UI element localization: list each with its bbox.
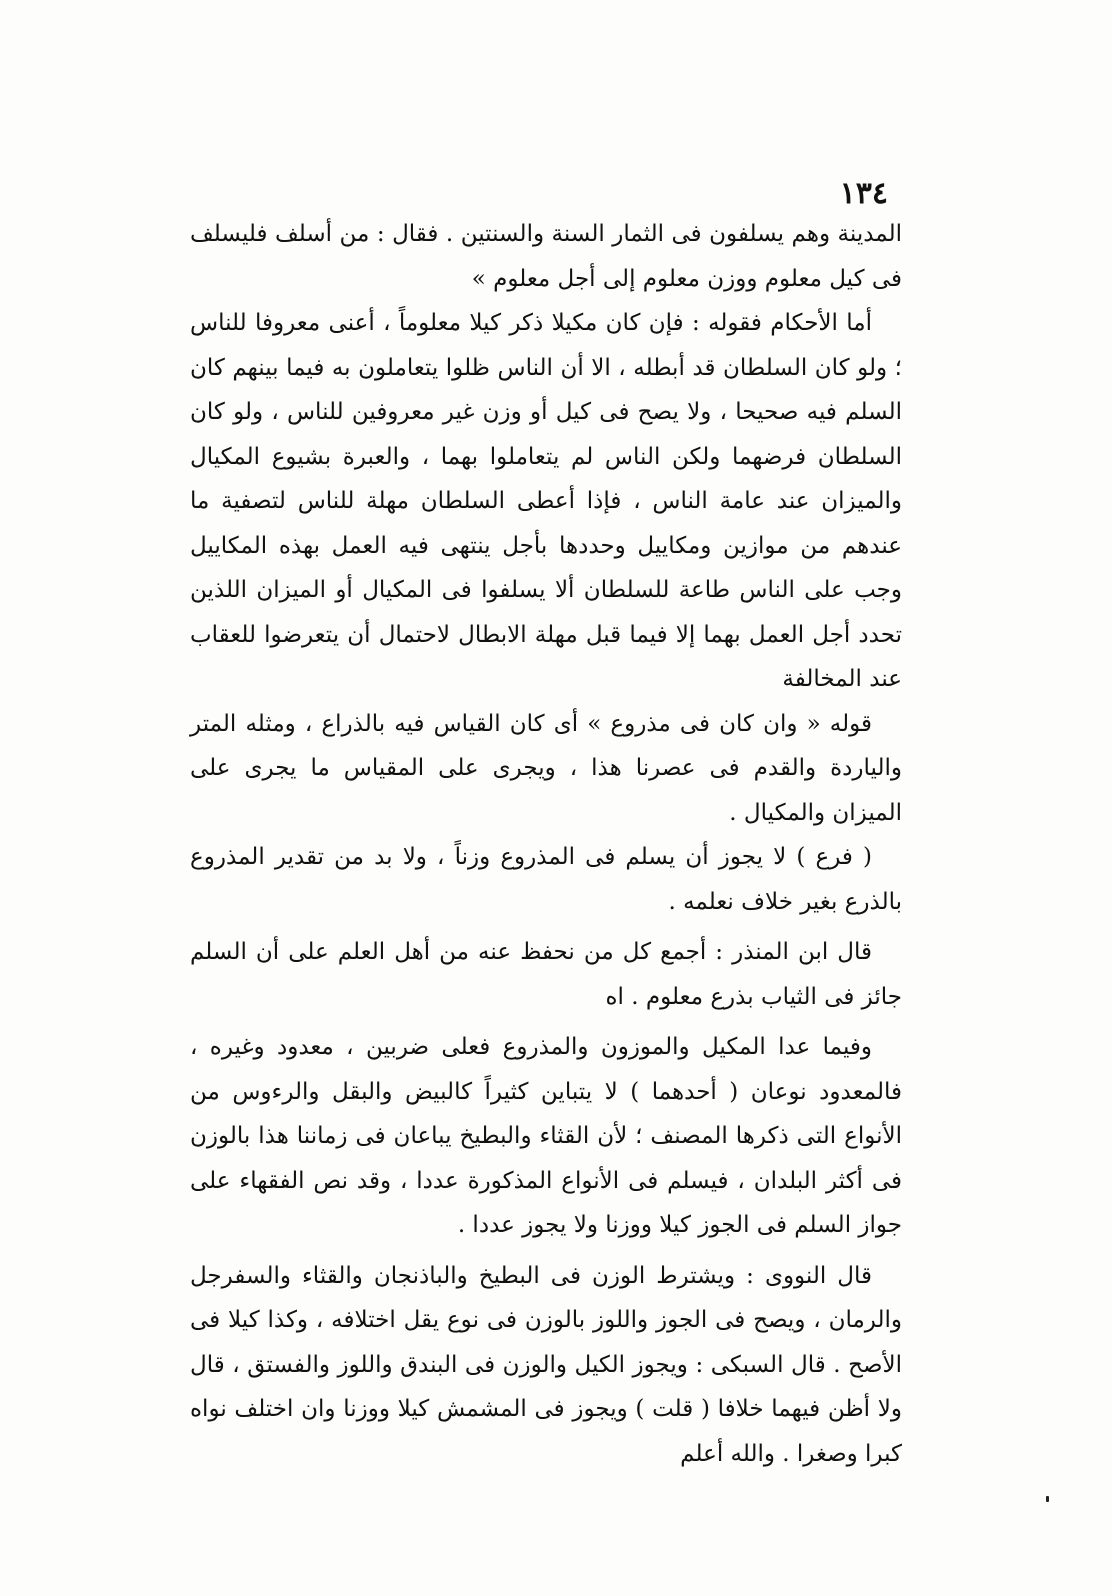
body-text [190, 212, 902, 1476]
paragraph-5: قال ابن المنذر : أجمع كل من نحفظ عنه من أهل العلم على أن السلم جائز فى الثياب بذرع معلوم . اه [190, 939, 902, 1010]
ink-speck [1046, 1496, 1049, 1502]
paragraph-3: قوله « وان كان فى مذروع » أى كان القياس فيه بالذراع ، ومثله المتر والياردة والقدم فى عصرنا هذا ، ويجرى على المقياس ما يجرى على الميزان والمكيال . [190, 710, 902, 826]
paragraph-4: ( فرع ) لا يجوز أن يسلم فى المذروع وزناً ، ولا بد من تقدير المذروع بالذرع بغير خلاف نعلمه . [190, 844, 902, 915]
paragraph-2: أما الأحكام فقوله : فإن كان مكيلا ذكر كيلا معلوماً ، أعنى معروفا للناس ؛ ولو كان السلطان قد أبطله ، الا أن الناس ظلوا يتعاملون به فيما بينهم كان السلم فيه صحيحا ، ولا يصح فى كيل أو وزن غير معروفين للناس ، ولو كان السلطان فرضهما ولكن الناس لم يتعاملوا بهما ، والعبرة بشيوع المكيال والميزان عند عامة الناس ، فإذا أعطى السلطان مهلة للناس لتصفية ما عندهم من موازين ومكاييل وحددها بأجل ينتهى فيه العمل بهذه المكاييل وجب على الناس طاعة للسلطان ألا يسلفوا فى المكيال أو الميزان اللذين تحدد أجل العمل بهما إلا فيما قبل مهلة الابطال لاحتمال أن يتعرضوا للعقاب عند المخالفة [190, 310, 902, 692]
page-number: ١٣٤ [839, 176, 888, 211]
paragraph-1: المدينة وهم يسلفون فى الثمار السنة والسنتين . فقال : من أسلف فليسلف فى كيل معلوم ووزن معلوم إلى أجل معلوم » [190, 221, 902, 292]
paragraph-6: وفيما عدا المكيل والموزون والمذروع فعلى ضربين ، معدود وغيره ، فالمعدود نوعان ( أحدهما ) لا يتباين كثيراً كالبيض والبقل والرءوس من الأنواع التى ذكرها المصنف ؛ لأن القثاء والبطيخ يباعان فى زماننا هذا بالوزن فى أكثر البلدان ، فيسلم فى الأنواع المذكورة عددا ، وقد نص الفقهاء على جواز السلم فى الجوز كيلا ووزنا ولا يجوز عددا . [190, 1034, 902, 1238]
paragraph-7: قال النووى : ويشترط الوزن فى البطيخ والباذنجان والقثاء والسفرجل والرمان ، ويصح فى الجوز واللوز بالوزن فى نوع يقل اختلافه ، وكذا كيلا فى الأصح . قال السبكى : ويجوز الكيل والوزن فى البندق واللوز والفستق ، قال ولا أظن فيهما خلافا ( قلت ) ويجوز فى المشمش كيلا ووزنا وان اختلف نواه كبرا وصغرا . والله أعلم [190, 1262, 902, 1467]
